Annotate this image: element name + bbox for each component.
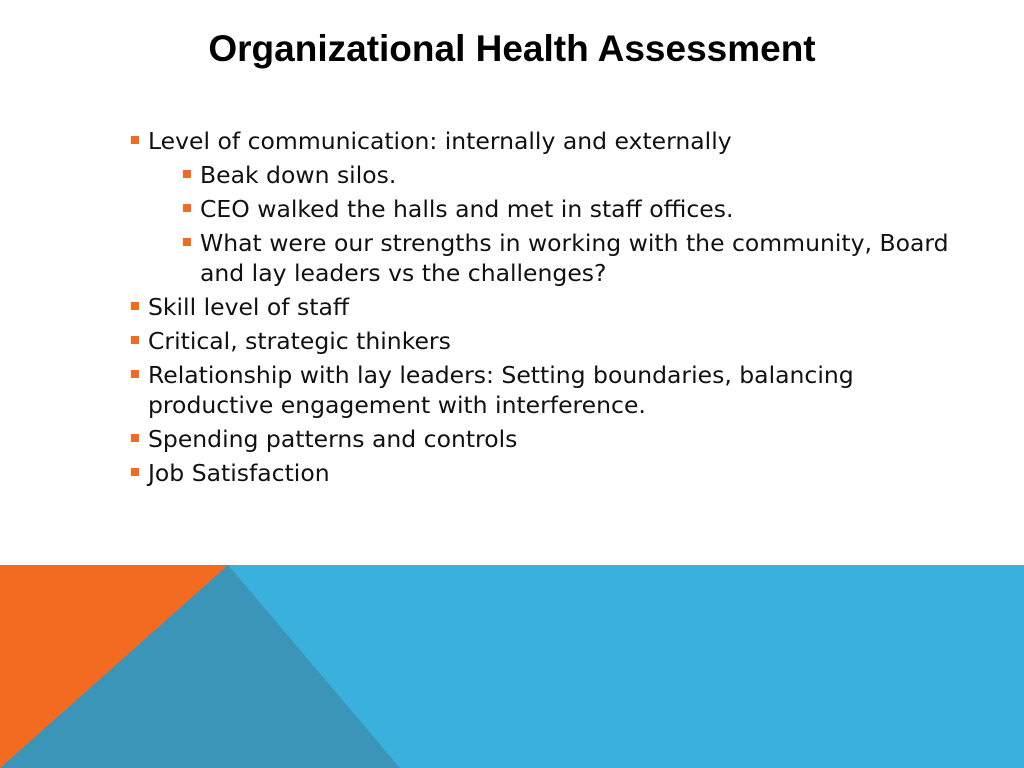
square-bullet-icon (131, 336, 139, 344)
bullet-text: What were our strengths in working with the community, Board and lay leaders vs the challenges? (200, 229, 949, 287)
bullet-text: Critical, strategic thinkers (148, 327, 451, 355)
bullet-text: Relationship with lay leaders: Setting boundaries, balancing productive engagement with interference. (148, 361, 854, 419)
square-bullet-icon (183, 204, 191, 212)
square-bullet-icon (183, 170, 191, 178)
sub-bullet-item (130, 160, 950, 190)
bullet-item (130, 360, 950, 420)
bullet-item (130, 458, 950, 488)
square-bullet-icon (131, 468, 139, 476)
bullet-item (130, 424, 950, 454)
bullet-text: Beak down silos. (200, 161, 397, 189)
bullet-item (130, 326, 950, 356)
slide-title: Organizational Health Assessment (208, 28, 816, 69)
bullet-text: Job Satisfaction (148, 459, 330, 487)
bullet-text: CEO walked the halls and met in staff offices. (200, 195, 734, 223)
square-bullet-icon (131, 302, 139, 310)
bullet-text: Level of communication: internally and externally (148, 127, 732, 155)
sub-bullet-item (130, 194, 950, 224)
bullet-item (130, 126, 950, 156)
square-bullet-icon (131, 434, 139, 442)
bullet-item (130, 292, 950, 322)
bullet-list (130, 126, 950, 492)
footer-decoration (0, 565, 1024, 768)
bullet-text: Skill level of staff (148, 293, 350, 321)
square-bullet-icon (131, 136, 139, 144)
square-bullet-icon (183, 238, 191, 246)
sub-bullet-item (130, 228, 950, 288)
square-bullet-icon (131, 370, 139, 378)
bullet-text: Spending patterns and controls (148, 425, 518, 453)
